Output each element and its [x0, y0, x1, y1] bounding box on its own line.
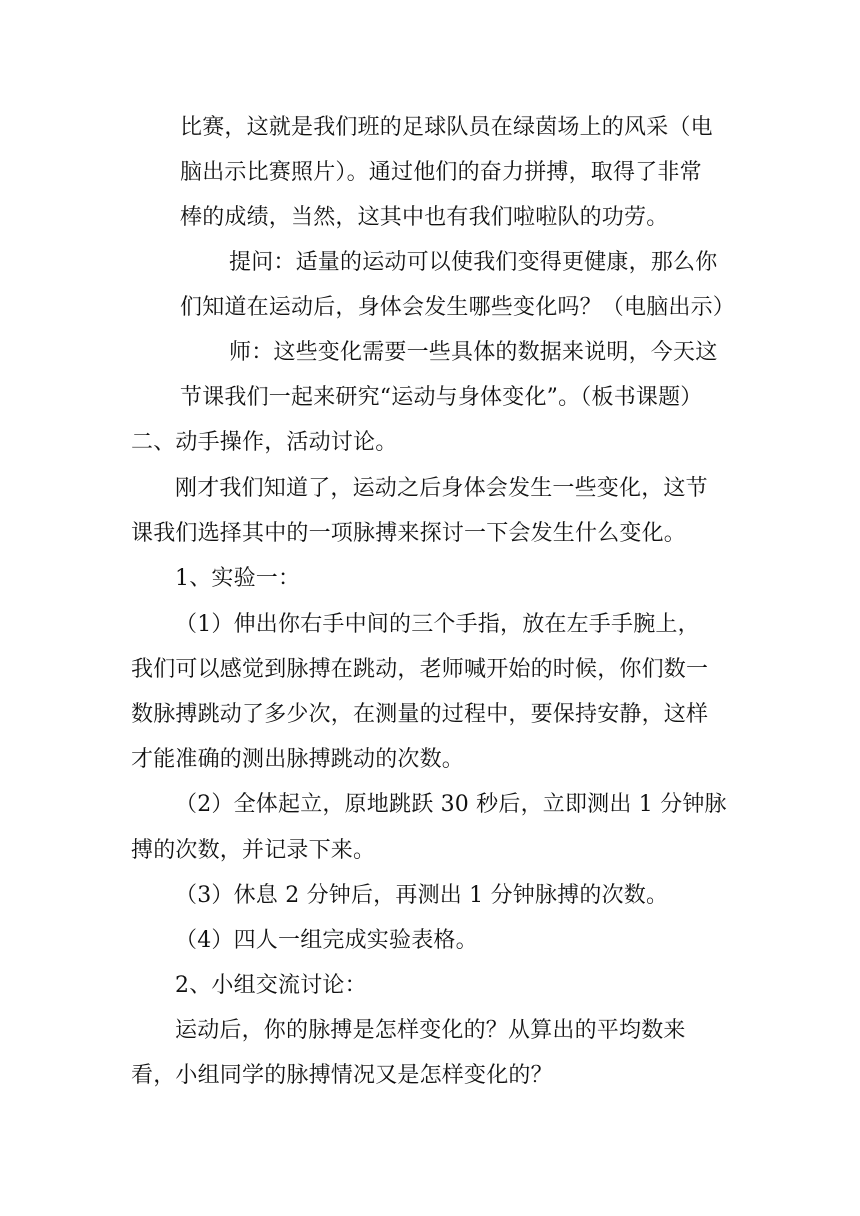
text-line-16: （2）全体起立，原地跳跃 30 秒后，立即测出 1 分钟脉 — [175, 792, 727, 817]
text-line-5: 们知道在运动后，身体会发生哪些变化吗？（电脑出示） — [180, 295, 736, 320]
text-line-19: （4）四人一组完成实验表格。 — [175, 928, 478, 953]
text-line-21: 运动后，你的脉搏是怎样变化的？从算出的平均数来 — [175, 1018, 686, 1043]
text-line-14: 数脉搏跳动了多少次，在测量的过程中，要保持安静，这样 — [131, 702, 709, 727]
text-line-9: 刚才我们知道了，运动之后身体会发生一些变化，这节 — [175, 476, 708, 501]
text-line-1: 比赛，这就是我们班的足球队员在绿茵场上的风采（电 — [180, 115, 713, 140]
text-line-22: 看，小组同学的脉搏情况又是怎样变化的？ — [131, 1063, 553, 1088]
text-line-4: 提问：适量的运动可以使我们变得更健康，那么你 — [229, 250, 718, 275]
text-line-10: 课我们选择其中的一项脉搏来探讨一下会发生什么变化。 — [131, 521, 687, 546]
text-line-13: 我们可以感觉到脉搏在跳动，老师喊开始的时候，你们数一 — [131, 657, 709, 682]
text-line-17: 搏的次数，并记录下来。 — [131, 838, 376, 863]
subheading-discussion: 2、小组交流讨论： — [175, 973, 367, 998]
text-line-2: 脑出示比赛照片）。通过他们的奋力拼搏，取得了非常 — [180, 160, 702, 185]
text-line-18: （3）休息 2 分钟后，再测出 1 分钟脉搏的次数。 — [175, 883, 669, 908]
text-line-7: 节课我们一起来研究“运动与身体变化”。（板书课题） — [180, 385, 703, 410]
text-line-3: 棒的成绩，当然，这其中也有我们啦啦队的功劳。 — [180, 205, 669, 230]
text-line-6: 师：这些变化需要一些具体的数据来说明，今天这 — [229, 340, 718, 365]
subheading-experiment-1: 1、实验一： — [175, 566, 301, 591]
section-heading: 二、动手操作，活动讨论。 — [131, 430, 398, 455]
text-line-12: （1）伸出你右手中间的三个手指，放在左手手腕上， — [175, 612, 700, 637]
text-line-15: 才能准确的测出脉搏跳动的次数。 — [131, 747, 465, 772]
